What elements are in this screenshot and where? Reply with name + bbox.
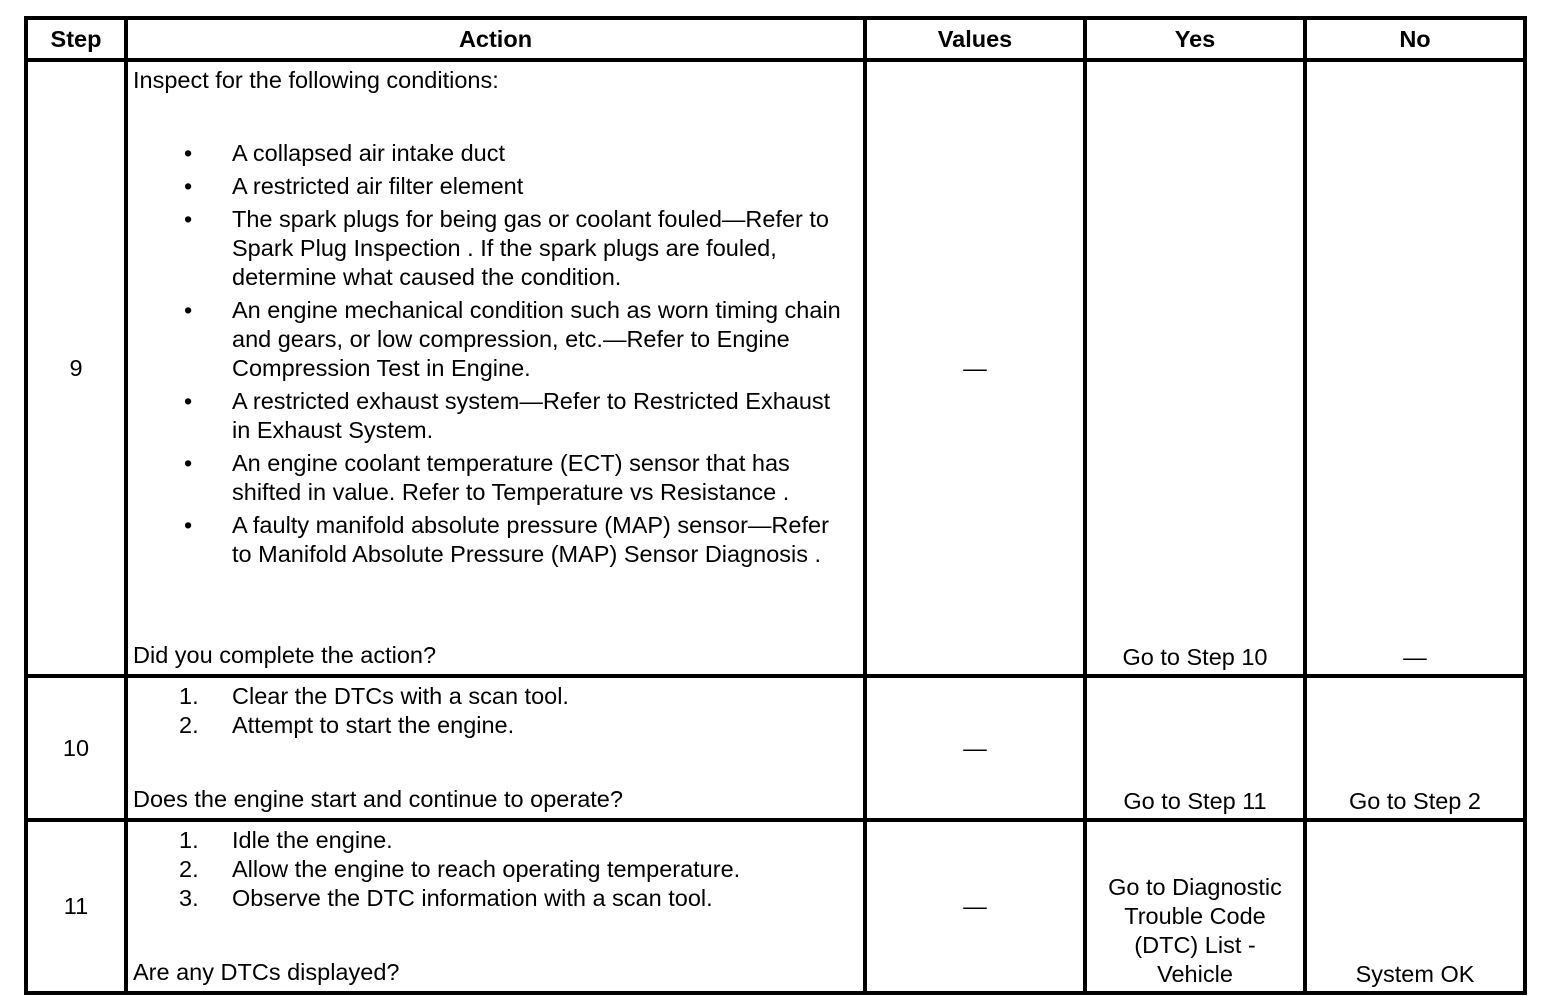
- bullet-icon: •: [184, 450, 193, 476]
- list-item: • An engine mechanical condition such as worn timing chain and gears, or low compression, etc.—Refer to Engine Compression Test in Engine.: [184, 297, 841, 381]
- procedure-list: [133, 682, 863, 740]
- list-item: 1. Clear the DTCs with a scan tool.: [179, 683, 569, 709]
- header-action: Action: [126, 18, 865, 60]
- header-no: No: [1305, 18, 1525, 60]
- header-yes: Yes: [1085, 18, 1305, 60]
- bullet-icon: •: [184, 173, 193, 199]
- list-item: 1. Idle the engine.: [179, 827, 393, 853]
- list-item: • An engine coolant temperature (ECT) sensor that has shifted in value. Refer to Temperature vs Resistance .: [184, 450, 790, 505]
- list-item: 3. Observe the DTC information with a scan tool.: [179, 885, 713, 911]
- list-item: 2. Allow the engine to reach operating temperature.: [179, 856, 741, 882]
- yes-cell: Go to Step 11: [1085, 676, 1305, 820]
- action-cell: [126, 676, 865, 820]
- yes-cell: Go to Diagnostic Trouble Code (DTC) List - Vehicle: [1085, 820, 1305, 993]
- bullet-icon: •: [184, 512, 193, 538]
- no-cell: Go to Step 2: [1305, 676, 1525, 820]
- list-item: • A restricted exhaust system—Refer to Restricted Exhaust in Exhaust System.: [184, 388, 831, 443]
- values-cell: —: [865, 820, 1085, 993]
- values-cell: —: [865, 676, 1085, 820]
- table-row-step-9: [26, 60, 1525, 676]
- procedure-list: [133, 826, 863, 913]
- values-cell: —: [865, 60, 1085, 676]
- step-number: 10: [26, 676, 126, 820]
- list-item: • A restricted air filter element: [184, 173, 524, 199]
- step-number: 9: [26, 60, 126, 676]
- action-question: Does the engine start and continue to operate?: [133, 786, 623, 812]
- action-cell: [126, 820, 865, 993]
- no-cell: —: [1305, 60, 1525, 676]
- list-item: • The spark plugs for being gas or coolant fouled—Refer to Spark Plug Inspection . If the spark plugs are fouled, determine what caused the condition.: [184, 206, 829, 290]
- list-item: • A collapsed air intake duct: [184, 140, 506, 166]
- action-question: Did you complete the action?: [133, 642, 437, 668]
- bullet-icon: •: [184, 388, 193, 414]
- bullet-icon: •: [184, 206, 193, 232]
- no-cell: System OK: [1305, 820, 1525, 993]
- table-row-step-11: [26, 820, 1525, 993]
- header-values: Values: [865, 18, 1085, 60]
- condition-list: [133, 139, 863, 573]
- bullet-icon: •: [184, 297, 193, 323]
- action-cell: [126, 60, 865, 676]
- list-item: 2. Attempt to start the engine.: [179, 712, 515, 738]
- bullet-icon: •: [184, 140, 193, 166]
- action-intro: Inspect for the following conditions:: [133, 67, 499, 93]
- header-step: Step: [26, 18, 126, 60]
- action-question: Are any DTCs displayed?: [133, 959, 400, 985]
- list-item: • A faulty manifold absolute pressure (MAP) sensor—Refer to Manifold Absolute Pressure (MAP) Sensor Diagnosis .: [184, 512, 829, 567]
- header-row: [26, 18, 1525, 60]
- table-row-step-10: [26, 676, 1525, 820]
- diagnostic-table: [24, 16, 1527, 995]
- step-number: 11: [26, 820, 126, 993]
- yes-cell: Go to Step 10: [1085, 60, 1305, 676]
